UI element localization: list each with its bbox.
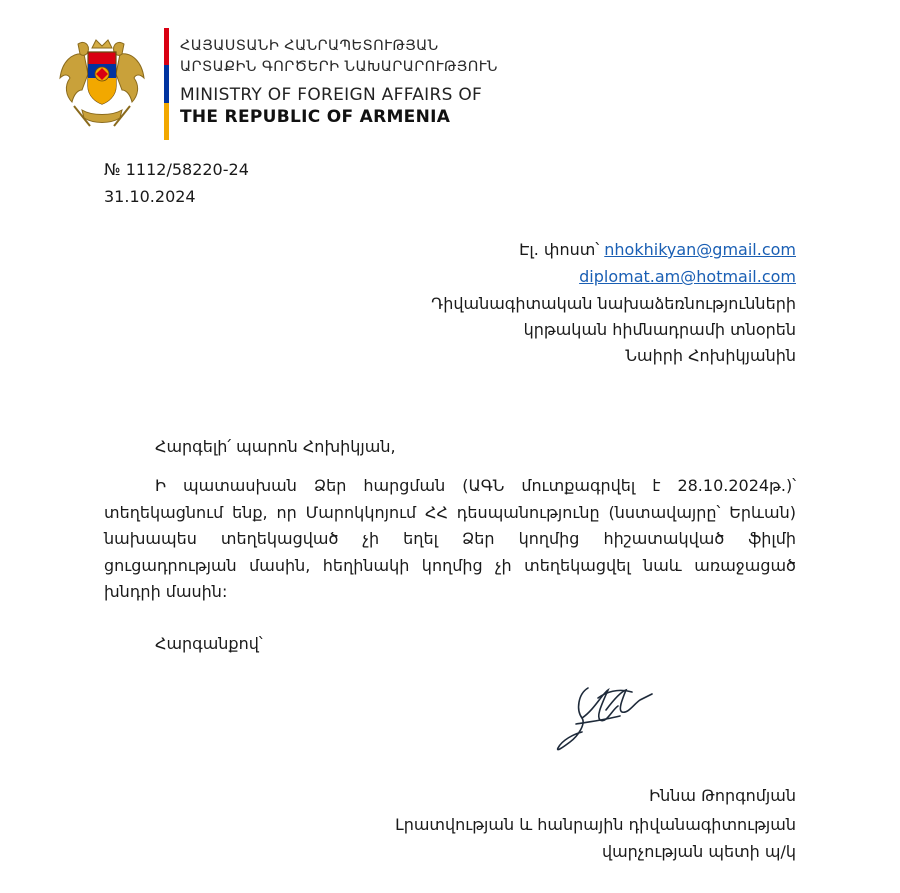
recipient-line-2: կրթական հիմնադրամի տնօրեն [523, 320, 796, 339]
flag-stripe-blue [164, 65, 169, 102]
signatory-name: Իննա Թորգոմյան [649, 786, 796, 805]
email-link-1[interactable]: nhokhikyan@gmail.com [604, 240, 796, 259]
email-label: Էլ. փոստ՝ [519, 240, 605, 259]
recipient-email-row-2 [579, 267, 796, 286]
letterhead-armenian-line-2: ԱՐՏԱՔԻՆ ԳՈՐԾԵՐԻ ՆԱԽԱՐԱՐՈՒԹՅՈՒՆ [180, 59, 498, 75]
letterhead-armenian-line-1: ՀԱՅԱՍՏԱՆԻ ՀԱՆՐԱՊԵՏՈՒԹՅԱՆ [180, 38, 439, 54]
handwritten-signature [548, 680, 658, 760]
flag-stripe-orange [164, 103, 169, 140]
email-link-2[interactable]: diplomat.am@hotmail.com [579, 267, 796, 286]
flag-color-bar [164, 28, 169, 140]
armenia-coat-of-arms-icon [54, 34, 150, 134]
signatory-title-line-2: վարչության պետի պ/կ [601, 842, 796, 861]
signatory-title-line-1: Լրատվության և հանրային դիվանագիտության [395, 815, 796, 834]
flag-stripe-red [164, 28, 169, 65]
salutation: Հարգելի՛ պարոն Հոխիկյան, [155, 437, 396, 456]
reference-number: № 1112/58220-24 [104, 160, 249, 179]
recipient-line-1: Դիվանագիտական նախաձեռնությունների [431, 294, 796, 313]
reference-date: 31.10.2024 [104, 187, 196, 206]
letterhead-english-line-1: MINISTRY OF FOREIGN AFFAIRS OF [180, 85, 483, 105]
recipient-name: Նաիրի Հոխիկյանին [625, 346, 796, 365]
closing: Հարգանքով՝ [155, 634, 263, 653]
body-paragraph: Ի պատասխան Ձեր հարցման (ԱԳՆ մուտքագրվել է 28.10.2024թ.)՝ տեղեկացնում ենք, որ Մարոկկոյում ՀՀ դեսպանությունը (նստավայրը՝ Երևան) նախապես տեղեկացված չի եղել Ձեր կողմից հիշատակված ֆիլմի ցուցադրության մասին, հեղինակի կողմից չի տեղեկացվել նաև առաջացած խնդրի մասին: [104, 476, 796, 601]
recipient-email-row [519, 240, 796, 259]
letterhead-english-line-2: THE REPUBLIC OF ARMENIA [180, 107, 451, 127]
